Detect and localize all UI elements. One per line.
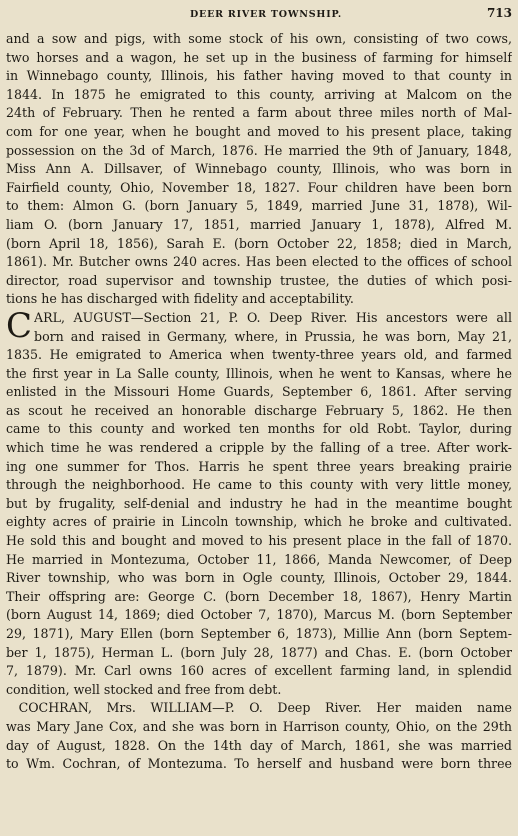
text-line: Their offspring are: George C. (born December 18, 1867), Henry Martin [6,588,512,604]
page-number: 713 [486,6,512,20]
text-line: and a sow and pigs, with some stock of his own, consisting of two cows, [6,31,512,46]
carl-paragraph [6,305,512,699]
text-line: liam O. (born January 17, 1851, married January 1, 1878), Alfred M. [6,216,512,232]
text-line: (born April 18, 1856), Sarah E. (born October 22, 1858; died in March, [6,235,512,251]
text-line: in Winnebago county, Illinois, his father having moved to that county in [6,68,512,84]
text-line: 1844. In 1875 he emigrated to this county, arriving at Malcom on the [6,86,512,102]
text-line: 7, 1879). Mr. Carl owns 160 acres of excellent farming land, in splendid [6,663,512,679]
text-line: to Wm. Cochran, of Montezuma. To herself and husband were born three [6,756,512,772]
entry-lead-rest: —P. O. Deep River. Her maiden name [212,700,512,716]
text-line: to them: Almon G. (born January 5, 1849, married June 31, 1878), Wil- [6,198,512,214]
text-line: born and raised in Germany, where, in Prussia, he was born, May 21, [34,328,512,344]
entry-name: COCHRAN, Mrs. WILLIAM [18,700,213,716]
text-line: the first year in La Salle county, Illinois, when he went to Kansas, where he [6,365,512,381]
text-line: condition, well stocked and free from debt. [6,681,282,697]
text-line: He sold this and bought and moved to his present place in the fall of 1870. [6,533,512,549]
text-line: eighty acres of prairie in Lincoln township, which he broke and cultivated. [6,514,512,530]
text-line: He married in Montezuma, October 11, 1866, Manda Newcomer, of Deep [6,551,512,567]
text-line: ing one summer for Thos. Harris he spent three years breaking prairie [6,458,512,474]
page-body [6,30,512,774]
text-line: River township, who was born in Ogle county, Illinois, October 29, 1844. [6,570,512,586]
text-line: two horses and a wagon, he set up in the business of farming for himself [6,49,512,65]
drop-cap: C [6,305,33,346]
text-line: ARL, AUGUST—Section 21, P. O. Deep River. His ancestors were all [34,309,512,325]
text-line: 24th of February. Then he rented a farm about three miles north of Mal- [6,105,512,121]
running-head [0,4,518,24]
running-title: DEER RIVER TOWNSHIP. [190,9,342,20]
text-line: Fairfield county, Ohio, November 18, 1827. Four children have been born [6,179,512,195]
text-line: enlisted in the Missouri Home Guards, September 6, 1861. After serving [6,384,512,400]
cochran-paragraph [6,699,512,773]
text-line: 1835. He emigrated to America when twenty-three years old, and farmed [6,347,512,363]
text-line: 29, 1871), Mary Ellen (born September 6, 1873), Millie Ann (born Septem- [6,626,512,641]
text-line: (born August 14, 1869; died October 7, 1870), Marcus M. (born September [6,607,512,623]
text-line: tions he has discharged with fidelity and acceptability. [6,291,354,307]
text-line: as scout he received an honorable discharge February 5, 1862. He then [6,402,512,418]
text-line: through the neighborhood. He came to this county with very little money, [6,477,512,493]
text-line [6,699,512,718]
text-line: director, road supervisor and township trustee, the duties of which posi- [6,272,512,288]
text-line: Miss Ann A. Dillsaver, of Winnebago county, Illinois, who was born in [6,161,512,177]
text-line: com for one year, when he bought and moved to his present place, taking [6,123,512,139]
text-line: but by frugality, self-denial and industry he had in the meantime bought [6,495,512,511]
text-line: ber 1, 1875), Herman L. (born July 28, 1877) and Chas. E. (born October [6,644,512,660]
text-line: came to this county and worked ten months for old Robt. Taylor, during [6,421,512,437]
text-line: possession on the 3d of March, 1876. He married the 9th of January, 1848, [6,142,512,158]
butcher-paragraph [6,30,512,309]
text-line: which time he was rendered a cripple by the falling of a tree. After work- [6,440,512,456]
text-line: was Mary Jane Cox, and she was born in Harrison county, Ohio, on the 29th [6,718,512,734]
text-line: 1861). Mr. Butcher owns 240 acres. Has been elected to the offices of school [6,254,512,270]
text-line: day of August, 1828. On the 14th day of March, 1861, she was married [6,737,512,753]
